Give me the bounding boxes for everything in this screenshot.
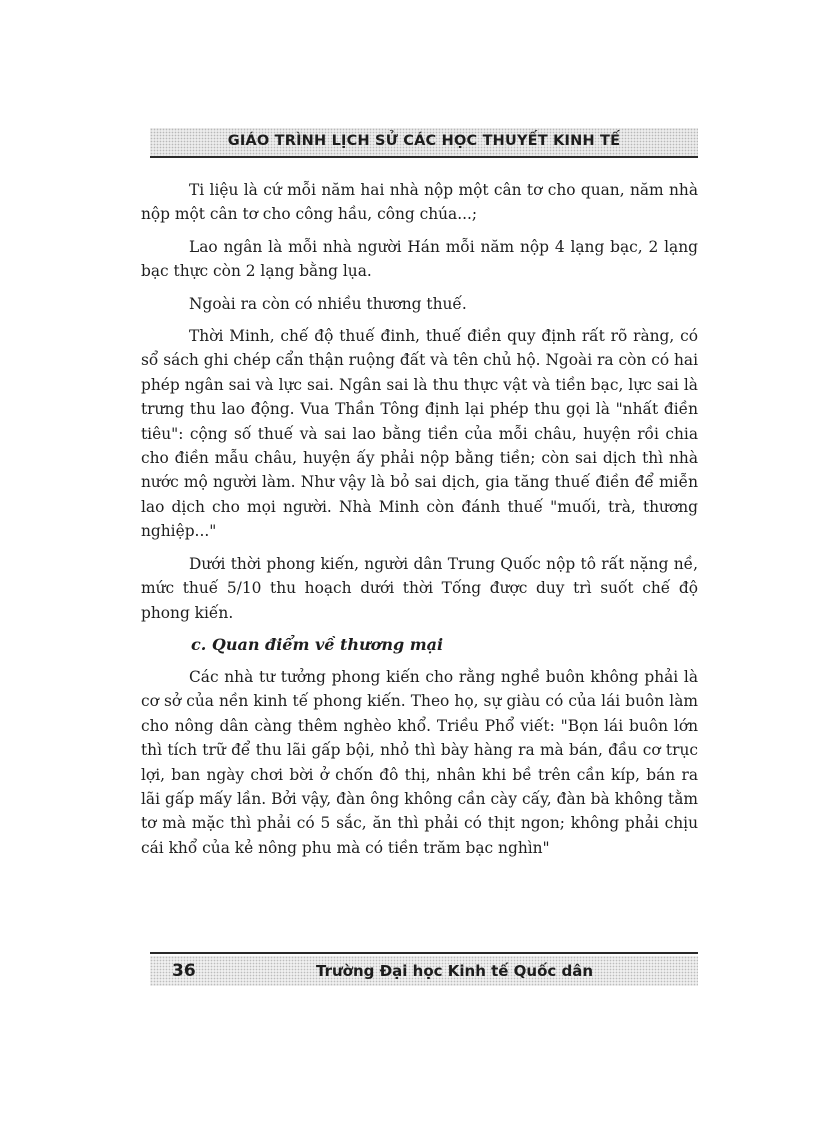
page-body (141, 178, 698, 868)
section-heading: c. Quan điểm về thương mại (191, 634, 444, 654)
page-number: 36 (172, 961, 196, 981)
header-rule (150, 156, 698, 158)
footer-publisher: Trường Đại học Kinh tế Quốc dân (316, 962, 594, 980)
paragraph-lao-ngan: Lao ngân là mỗi nhà người Hán mỗi năm nộp 4 lạng bạc, 2 lạng bạc thực còn 2 lạng bằng lụa. (141, 237, 698, 281)
paragraph-phong-kien: Dưới thời phong kiến, người dân Trung Quốc nộp tô rất nặng nề, mức thuế 5/10 thu hoạch dưới thời Tống được duy trì suốt chế độ phong kiến. (141, 554, 698, 622)
footer-rule (150, 952, 698, 954)
paragraph-thoi-minh: Thời Minh, chế độ thuế đinh, thuế điền quy định rất rõ ràng, có sổ sách ghi chép cẩn thận ruộng đất và tên chủ hộ. Ngoài ra còn có hai phép ngân sai và lực sai. Ngân sai là thu thực vật và tiền bạc, lực sai là trưng thu lao động. Vua Thần Tông định lại phép thu gọi là "nhất điền tiêu": cộng số thuế và sai lao bằng tiền của mỗi châu, huyện rồi chia cho điền mẫu châu, huyện ấy phải nộp bằng tiền; còn sai dịch thì nhà nước mộ người làm. Như vậy là bỏ sai dịch, gia tăng thuế điền để miễn lao dịch cho mọi người. Nhà Minh còn đánh thuế "muối, trà, thương nghiệp..." (141, 327, 698, 541)
paragraph-ti-lieu: Ti liệu là cứ mỗi năm hai nhà nộp một cân tơ cho quan, năm nhà nộp một cân tơ cho công hầu, công chúa...; (141, 181, 698, 224)
running-header-title: GIÁO TRÌNH LỊCH SỬ CÁC HỌC THUYẾT KINH TẾ (227, 133, 621, 149)
paragraph-thuong-mai: Các nhà tư tưởng phong kiến cho rằng nghề buôn không phải là cơ sở của nền kinh tế phong kiến. Theo họ, sự giàu có của lái buôn làm cho nông dân càng thêm nghèo khổ. Triều Phổ viết: "Bọn lái buôn lớn thì tích trữ để thu lãi gấp bội, nhỏ thì bày hàng ra mà bán, đầu cơ trục lợi, ban ngày chơi bời ở chốn đô thị, nhân khi bề trên cần kíp, bán ra lãi gấp mấy lần. Bởi vậy, đàn ông không cần cày cấy, đàn bà không tằm tơ mà mặc thì phải có 5 sắc, ăn thì phải có thịt ngon; không phải chịu cái khổ của kẻ nông phu mà có tiền trăm bạc nghìn" (141, 667, 698, 857)
paragraph-thuong-thue: Ngoài ra còn có nhiều thương thuế. (189, 294, 467, 313)
